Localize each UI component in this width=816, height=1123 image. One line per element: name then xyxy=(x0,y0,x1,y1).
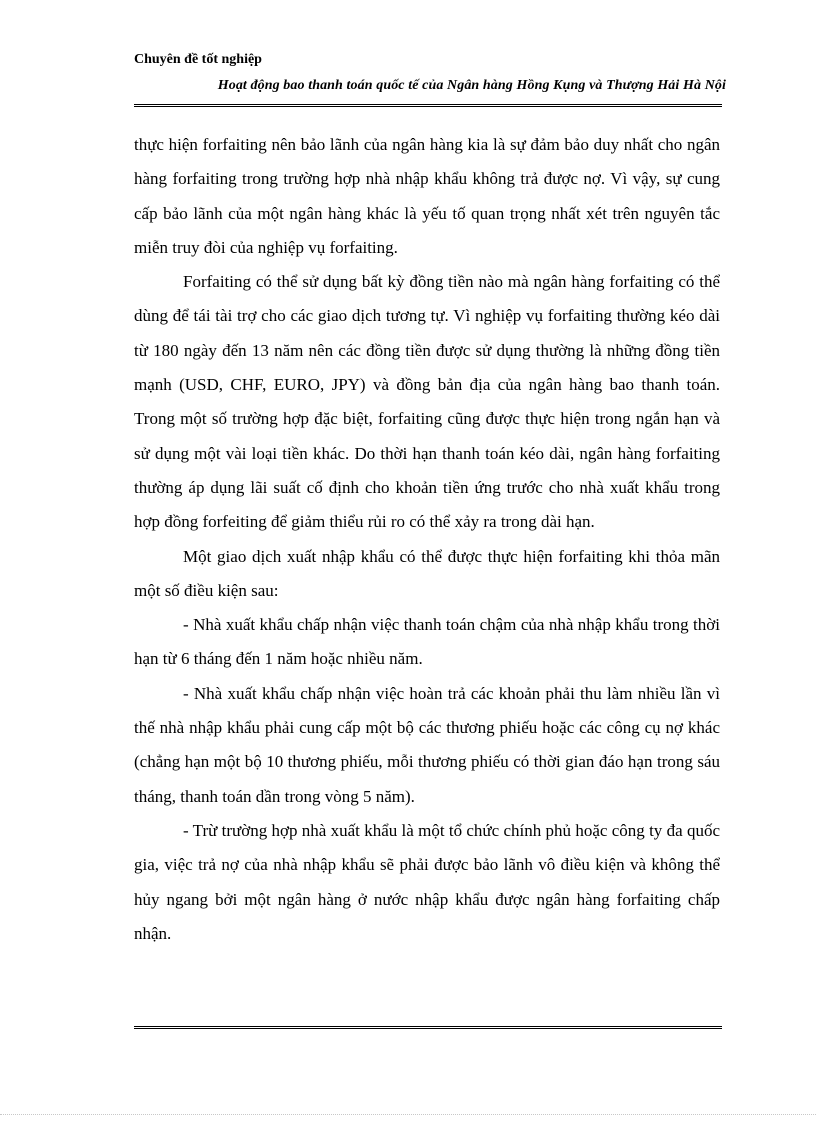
footer-divider xyxy=(134,1026,722,1029)
page-bottom-edge xyxy=(0,1114,816,1115)
header-thesis-title: Hoạt động bao thanh toán quốc tế của Ngân hàng Hồng Kụng và Thượng Hải Hà Nội xyxy=(217,78,726,93)
condition-item-installments: - Nhà xuất khẩu chấp nhận việc hoàn trả các khoản phải thu làm nhiều lần vì thế nhà nhập khẩu phải cung cấp một bộ các thương phiếu hoặc các công cụ nợ khác (chẳng hạn một bộ 10 thương phiếu, mỗi thương phiếu có thời gian đáo hạn trong sáu tháng, thanh toán dần trong vòng 5 năm). xyxy=(134,683,720,806)
page-header xyxy=(134,50,726,96)
paragraph-continuation: thực hiện forfaiting nên bảo lãnh của ngân hàng kia là sự đảm bảo duy nhất cho ngân hàng forfaiting trong trường hợp nhà nhập khẩu không trả được nợ. Vì vậy, sự cung cấp bảo lãnh của một ngân hàng khác là yếu tố quan trọng nhất xét trên nguyên tắc miễn truy đòi của nghiệp vụ forfaiting. xyxy=(134,135,720,257)
header-divider xyxy=(134,104,722,107)
condition-item-guarantee: - Trừ trường hợp nhà xuất khẩu là một tổ chức chính phủ hoặc công ty đa quốc gia, việc trả nợ của nhà nhập khẩu sẽ phải được bảo lãnh vô điều kiện và không thể hủy ngang bởi một ngân hàng ở nước nhập khẩu được ngân hàng forfaiting chấp nhận. xyxy=(134,820,720,943)
condition-item-deferred-payment: - Nhà xuất khẩu chấp nhận việc thanh toán chậm của nhà nhập khẩu trong thời hạn từ 6 tháng đến 1 năm hoặc nhiều năm. xyxy=(134,615,720,669)
header-thesis-label: Chuyên đề tốt nghiệp xyxy=(134,52,262,67)
paragraph-conditions-intro: Một giao dịch xuất nhập khẩu có thể được thực hiện forfaiting khi thỏa mãn một số điều kiện sau: xyxy=(134,546,720,600)
paragraph-currency: Forfaiting có thể sử dụng bất kỳ đồng tiền nào mà ngân hàng forfaiting có thể dùng để tái tài trợ cho các giao dịch tương tự. Vì nghiệp vụ forfaiting thường kéo dài từ 180 ngày đến 13 năm nên các đồng tiền được sử dụng thường là những đồng tiền mạnh (USD, CHF, EURO, JPY) và đồng bản địa của ngân hàng bao thanh toán. Trong một số trường hợp đặc biệt, forfaiting cũng được thực hiện trong ngắn hạn và sử dụng một vài loại tiền khác. Do thời hạn thanh toán kéo dài, ngân hàng forfaiting thường áp dụng lãi suất cố định cho khoản tiền ứng trước cho nhà xuất khẩu trong hợp đồng forfeiting để giảm thiểu rủi ro có thể xảy ra trong dài hạn. xyxy=(134,272,720,532)
body-text xyxy=(134,128,720,951)
